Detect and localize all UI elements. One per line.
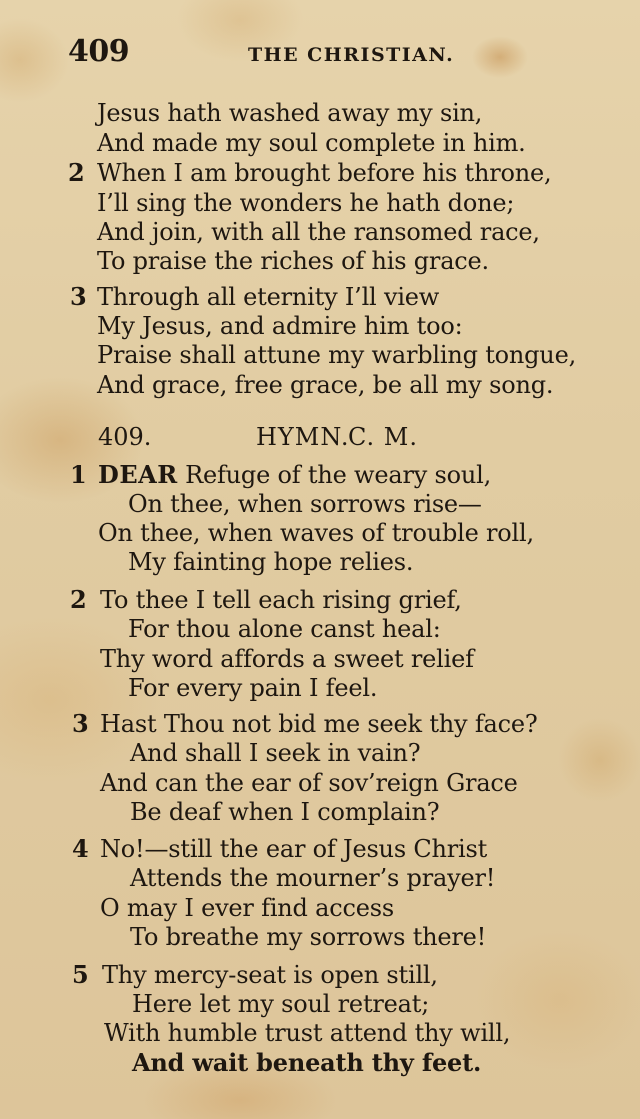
verse-line: O may I ever find access — [100, 894, 394, 922]
stanza-number: 3 — [72, 709, 89, 738]
verse-line: And shall I seek in vain? — [130, 739, 421, 767]
verse-line: Through all eternity I’ll view — [97, 283, 440, 311]
page-number: 409 — [68, 34, 130, 69]
verse-line: And can the ear of sov’reign Grace — [100, 769, 518, 797]
verse-line: For every pain I feel. — [128, 674, 378, 702]
verse-line: Attends the mourner’s prayer! — [130, 864, 496, 892]
hymn-meter: C. M. — [348, 423, 418, 451]
verse-line: To praise the riches of his grace. — [97, 247, 489, 275]
verse-line: Hast Thou not bid me seek thy face? — [100, 710, 538, 738]
verse-line: To thee I tell each rising grief, — [100, 586, 462, 614]
first-line-rest: Refuge of the weary soul, — [177, 461, 492, 489]
verse-line: No!—still the ear of Jesus Christ — [100, 835, 488, 863]
verse-line: When I am brought before his throne, — [97, 159, 552, 187]
first-word: DEAR — [98, 460, 178, 489]
verse-line: My fainting hope relies. — [128, 548, 414, 576]
verse-line: Thy word affords a sweet relief — [100, 645, 474, 673]
verse-line: On thee, when waves of trouble roll, — [98, 519, 534, 547]
verse-line: Praise shall attune my warbling tongue, — [97, 341, 576, 369]
verse-line-first — [98, 460, 491, 490]
hymn-heading — [98, 422, 498, 454]
stanza-number: 2 — [68, 158, 85, 187]
verse-line: And join, with all the ransomed race, — [97, 218, 540, 246]
stanza-number: 1 — [70, 460, 87, 489]
book-title: THE CHRISTIAN. — [248, 44, 455, 66]
stanza-number: 2 — [70, 585, 87, 614]
verse-line: Here let my soul retreat; — [132, 990, 430, 1018]
verse-line: For thou alone canst heal: — [128, 615, 441, 643]
verse-line: My Jesus, and admire him too: — [97, 312, 463, 340]
verse-line: And made my soul complete in him. — [97, 129, 526, 157]
stanza-number: 3 — [70, 282, 87, 311]
hymn-number: 409. — [98, 423, 152, 451]
verse-line: Be deaf when I complain? — [130, 798, 440, 826]
stanza-number: 5 — [72, 960, 89, 989]
verse-line: I’ll sing the wonders he hath done; — [97, 189, 515, 217]
verse-line: On thee, when sorrows rise— — [128, 490, 482, 518]
hymn-title: HYMN. — [256, 423, 350, 451]
verse-line: And wait beneath thy feet. — [132, 1048, 482, 1077]
verse-line: To breathe my sorrows there! — [130, 923, 487, 951]
running-head — [68, 34, 588, 74]
verse-line: And grace, free grace, be all my song. — [97, 371, 554, 399]
verse-line: Thy mercy-seat is open still, — [102, 961, 438, 989]
stanza-number: 4 — [72, 834, 89, 863]
verse-line: With humble trust attend thy will, — [104, 1019, 511, 1047]
verse-line: Jesus hath washed away my sin, — [97, 99, 483, 127]
